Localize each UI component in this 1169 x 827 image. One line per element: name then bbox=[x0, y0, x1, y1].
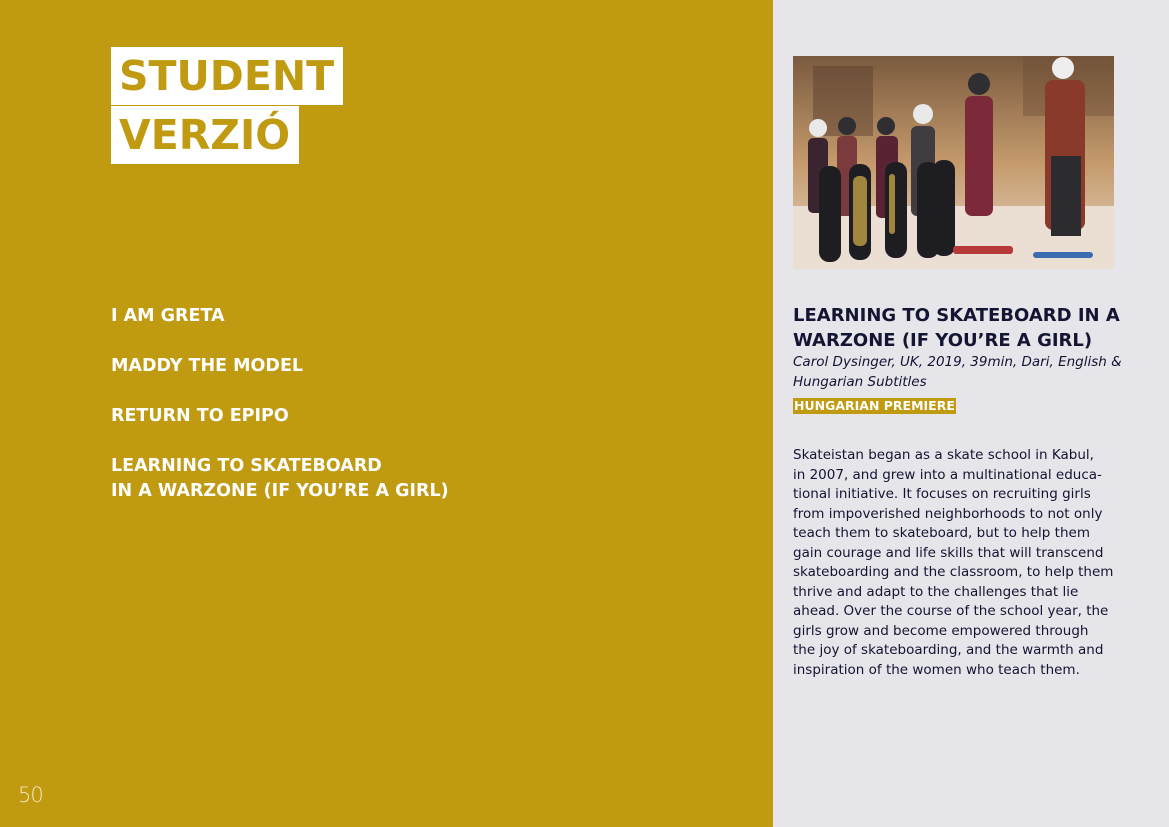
credits-line: Hungarian Subtitles bbox=[793, 374, 927, 390]
film-list-item: I AM GRETA bbox=[111, 306, 225, 326]
credits-line: Carol Dysinger, UK, 2019, 39min, Dari, English & bbox=[793, 354, 1122, 370]
film-credits bbox=[793, 352, 1123, 392]
title-line-verzio: VERZIÓ bbox=[111, 106, 299, 164]
film-list-item: MADDY THE MODEL bbox=[111, 356, 304, 376]
film-list-item: LEARNING TO SKATEBOARD IN A WARZONE (IF YOU’RE A GIRL) bbox=[111, 456, 449, 501]
film-list-item: RETURN TO EPIPO bbox=[111, 406, 289, 426]
film-still-illustration bbox=[793, 56, 1114, 269]
film-list bbox=[111, 304, 449, 529]
title-line-student: STUDENT bbox=[111, 47, 343, 105]
premiere-badge: HUNGARIAN PREMIERE bbox=[794, 398, 955, 413]
page-number: 50 bbox=[18, 783, 43, 807]
film-synopsis: Skateistan began as a skate school in Kabul, in 2007, and grew into a multinational educa- tional initiative. It focuses on recruiting girls from impoverished neighborhoods to not only teach them to skateboard, but to help them gain courage and life skills that will transcend skateboarding and the classroom, to help them thrive and adapt to the challenges that lie ahead. Over the course of the school year, the girls grow and become empowered through the joy of skateboarding, and the warmth and inspiration of the women who teach them. bbox=[793, 447, 1114, 678]
film-title: LEARNING TO SKATEBOARD IN A WARZONE (IF YOU’RE A GIRL) bbox=[793, 305, 1120, 351]
film-still-photo bbox=[793, 56, 1114, 269]
